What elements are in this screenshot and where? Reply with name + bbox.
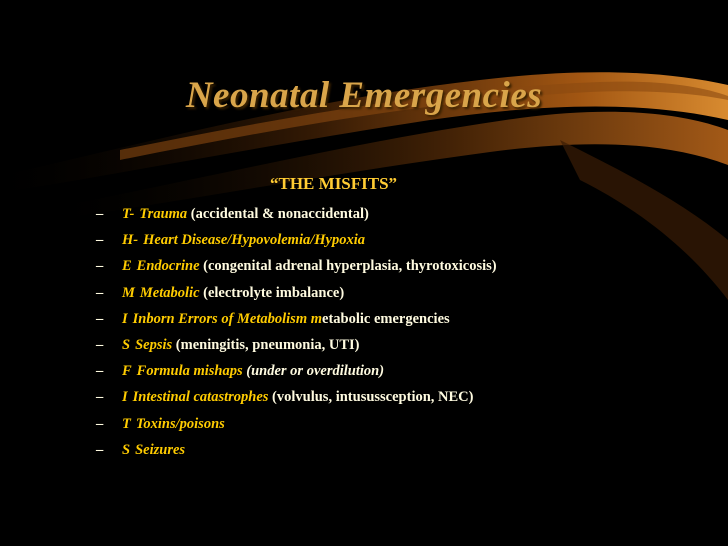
mnemonic-letter: M: [122, 284, 135, 301]
item-term: Intestinal catastrophes: [132, 389, 269, 406]
item-term: Metabolic: [139, 284, 200, 301]
item-description: (electrolyte imbalance): [203, 284, 345, 301]
bullet-dash: –: [96, 284, 104, 301]
bullet-dash: –: [96, 441, 104, 458]
item-description: [311, 311, 450, 327]
item-term: Toxins/poisons: [135, 415, 225, 432]
item-description: (congenital adrenal hyperplasia, thyrotoxicosis): [203, 258, 497, 275]
bullet-dash: –: [96, 232, 104, 249]
bullet-dash: –: [96, 310, 104, 327]
item-description: (meningitis, pneumonia, UTI): [175, 336, 360, 353]
mnemonic-letter: F: [122, 363, 132, 380]
bullet-dash: –: [96, 206, 104, 222]
mnemonic-letter: E: [122, 258, 132, 275]
item-term: Seizures: [135, 441, 186, 458]
mnemonic-letter: S: [122, 441, 131, 458]
item-description-rest: etabolic emergencies: [322, 310, 450, 327]
mnemonic-letter: T-: [122, 206, 135, 222]
bullet-dash: –: [96, 336, 104, 353]
item-description-prefix: m: [310, 310, 323, 327]
item-term: Trauma: [139, 206, 188, 222]
item-term: Inborn Errors of Metabolism: [132, 310, 308, 327]
bullet-dash: –: [96, 415, 104, 432]
slide-title: Neonatal Emergencies: [185, 75, 543, 116]
mnemonic-letter: H-: [122, 232, 139, 249]
mnemonic-letter: T: [122, 415, 131, 432]
mnemonic-letter: S: [122, 336, 131, 353]
mnemonic-letter: I: [122, 310, 128, 327]
item-description: (accidental & nonaccidental): [190, 206, 369, 222]
item-description: (under or overdilution): [246, 363, 385, 380]
bullet-dash: –: [96, 389, 104, 406]
bullet-dash: –: [96, 258, 104, 275]
item-term: Endocrine: [136, 258, 200, 275]
mnemonic-letter: I: [122, 389, 128, 406]
item-term: Sepsis: [135, 336, 173, 353]
bullet-dash: –: [96, 363, 104, 380]
item-description: (volvulus, intusussception, NEC): [272, 389, 474, 406]
slide-subtitle: “THE MISFITS”: [270, 174, 398, 193]
item-term: Formula mishaps: [136, 363, 243, 380]
item-term: Heart Disease/Hypovolemia/Hypoxia: [143, 232, 365, 249]
